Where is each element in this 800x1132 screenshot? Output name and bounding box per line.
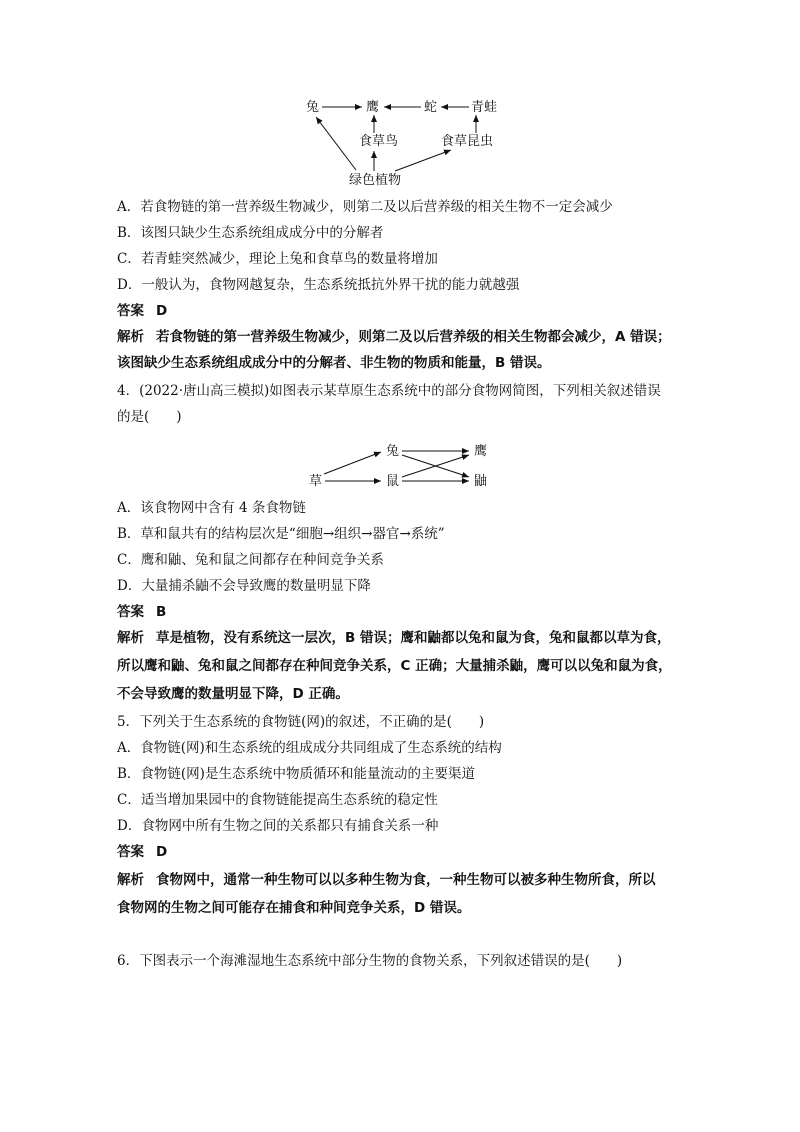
- q5-option-a: A．食物链(网)和生态系统的组成成分共同组成了生态系统的结构: [117, 740, 502, 756]
- q3-option-a: A．若食物链的第一营养级生物减少，则第二及以后营养级的相关生物不一定会减少: [117, 199, 613, 215]
- node-eagle: 鹰: [366, 100, 380, 115]
- q5-option-d: D．食物网中所有生物之间的关系都只有捕食关系一种: [117, 818, 439, 834]
- q4-stem-line-2: 的是( ): [117, 409, 182, 425]
- q5-analysis-line-2: 食物网的生物之间可能存在捕食和种间竞争关系，D 错误。: [117, 900, 471, 916]
- node-owl: 鼬: [474, 474, 488, 489]
- node-rabbit: 兔: [306, 100, 320, 115]
- analysis-text: 若食物链的第一营养级生物减少，则第二及以后营养级的相关生物都会减少，A 错误；: [156, 329, 671, 345]
- q5-stem: 5．下列关于生态系统的食物链(网)的叙述，不正确的是( ): [117, 714, 485, 730]
- node-rabbit-2: 兔: [386, 444, 400, 459]
- node-grass: 草: [309, 474, 323, 489]
- node-insect: 食草昆虫: [441, 134, 494, 149]
- answer-value: D: [156, 303, 168, 319]
- q4-stem-line-1: 4．(2022·唐山高三模拟)如图表示某草原生态系统中的部分食物网简图，下列相关叙述错误: [117, 383, 661, 399]
- q3-option-c: C．若青蛙突然减少，理论上兔和食草鸟的数量将增加: [117, 251, 438, 267]
- q3-analysis-line-1: [117, 327, 671, 347]
- arrow-grass-rabbit: [324, 452, 381, 474]
- answer-label: 答案: [117, 303, 144, 319]
- node-bird: 食草鸟: [359, 134, 399, 149]
- q5-analysis-line-1: [117, 870, 656, 890]
- analysis-label: 解析: [117, 329, 144, 345]
- q4-answer: [117, 602, 166, 622]
- q3-analysis-line-2: 该图缺少生态系统组成成分中的分解者、非生物的物质和能量，B 错误。: [117, 355, 551, 371]
- q5-option-b: B．食物链(网)是生态系统中物质循环和能量流动的主要渠道: [117, 766, 475, 782]
- analysis-text: 草是植物，没有系统这一层次，B 错误；鹰和鼬都以兔和鼠为食，兔和鼠都以草为食，: [156, 630, 671, 646]
- analysis-text: 食物网中，通常一种生物可以以多种生物为食，一种生物可以被多种生物所食，所以: [156, 872, 656, 888]
- q5-option-c: C．适当增加果园中的食物链能提高生态系统的稳定性: [117, 792, 438, 808]
- q3-answer: [117, 301, 167, 321]
- answer-value: D: [156, 844, 168, 860]
- q4-option-b: B．草和鼠共有的结构层次是“细胞→组织→器官→系统”: [117, 526, 445, 542]
- q4-option-d: D．大量捕杀鼬不会导致鹰的数量明显下降: [117, 578, 371, 594]
- q6-stem: 6．下图表示一个海滩湿地生态系统中部分生物的食物关系，下列叙述错误的是( ): [117, 953, 623, 969]
- analysis-label: 解析: [117, 872, 144, 888]
- answer-label: 答案: [117, 604, 144, 620]
- q4-analysis-line-1: [117, 628, 671, 648]
- answer-value: B: [156, 604, 167, 620]
- q5-answer: [117, 842, 167, 862]
- q4-analysis-line-2: 所以鹰和鼬、兔和鼠之间都存在种间竞争关系，C 正确；大量捕杀鼬，鹰可以以兔和鼠为食，: [117, 658, 672, 674]
- q4-option-a: A．该食物网中含有 4 条食物链: [117, 500, 306, 516]
- node-frog: 青蛙: [471, 100, 498, 115]
- q4-analysis-line-3: 不会导致鹰的数量明显下降，D 正确。: [117, 686, 349, 702]
- answer-label: 答案: [117, 844, 144, 860]
- q3-option-b: B．该图只缺少生态系统组成成分中的分解者: [117, 225, 384, 241]
- node-eagle-2: 鹰: [474, 444, 488, 459]
- q3-option-d: D．一般认为，食物网越复杂，生态系统抵抗外界干扰的能力就越强: [117, 277, 520, 293]
- node-plant: 绿色植物: [349, 173, 402, 188]
- analysis-label: 解析: [117, 630, 144, 646]
- node-snake: 蛇: [424, 100, 438, 115]
- node-mouse: 鼠: [386, 474, 400, 489]
- q4-option-c: C．鹰和鼬、兔和鼠之间都存在种间竞争关系: [117, 552, 384, 568]
